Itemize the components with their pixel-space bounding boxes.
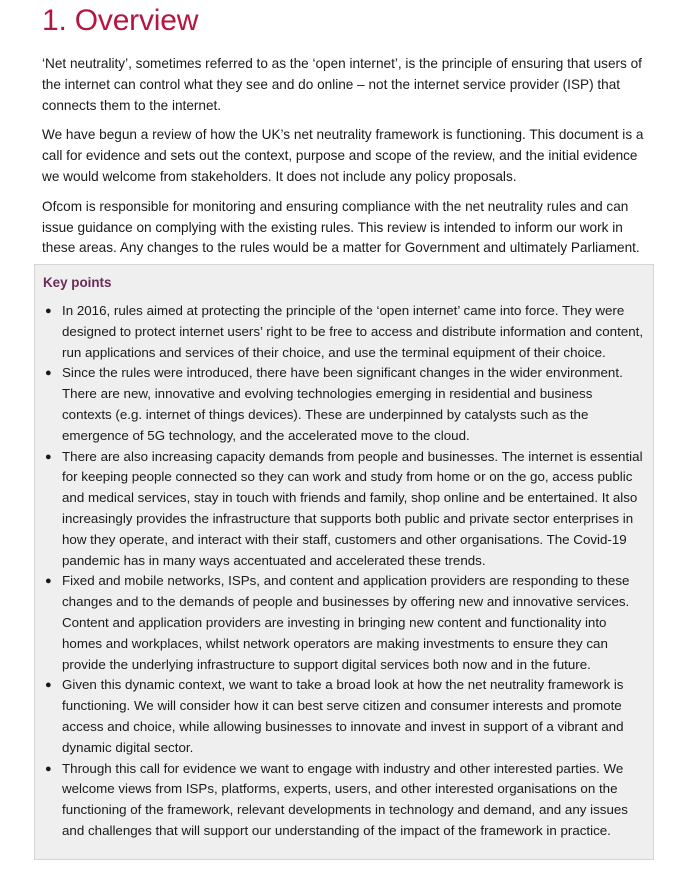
key-point-item [43,363,645,446]
key-point-text: There are also increasing capacity demands from people and businesses. The internet is essential for keeping people connected so they can work and study from home or on the go, access public and medical services, stay in touch with friends and family, shop online and be entertained. It also increasingly provides the infrastructure that supports both public and private sector enterprises in how they operate, and interact with their staff, customers and other organisations. The Covid-19 pandemic has in many ways accentuated and accelerated these trends. [62,448,643,568]
key-points-box [34,264,654,860]
key-point-item [43,571,645,675]
key-point-item [43,675,645,758]
key-point-item [43,301,645,363]
key-point-text: Since the rules were introduced, there have been significant changes in the wider environment. There are new, innovative and evolving technologies emerging in residential and business contexts (e.g. internet of things devices). These are underpinned by catalysts such as the emergence of 5G technology, and the accelerated move to the cloud. [62,365,623,443]
key-point-text: Given this dynamic context, we want to take a broad look at how the net neutrality framework is functioning. We will consider how it can best serve citizen and consumer interests and promote access and choice, while allowing businesses to innovate and invest in support of a vibrant and dynamic digital sector. [62,677,624,755]
intro-paragraph: Ofcom is responsible for monitoring and ensuring compliance with the net neutrality rules and can issue guidance on complying with the existing rules. This review is intended to inform our work in these areas. Any changes to the rules would be a matter for Government and ultimately Parliament. [42,198,640,256]
key-point-text: In 2016, rules aimed at protecting the principle of the ‘open internet’ came into force. They were designed to protect internet users’ right to be free to access and distribute information and content, run applications and services of their choice, and use the terminal equipment of their choice. [62,303,644,360]
section-heading: 1. Overview [42,4,199,37]
bullet-icon: ● [45,762,52,775]
key-point-text: Through this call for evidence we want to engage with industry and other interested parties. We welcome views from ISPs, platforms, experts, users, and other interested organisations on the functioning of the framework, relevant developments in technology and demand, and any issues and challenges that will support our understanding of the impact of the framework in practice. [62,760,628,838]
bullet-icon: ● [45,367,52,380]
key-point-item [43,759,645,842]
bullet-icon: ● [45,575,52,588]
bullet-icon: ● [45,305,52,317]
intro-paragraph: ‘Net neutrality’, sometimes referred to as the ‘open internet’, is the principle of ensuring that users of the internet can control what they see and do online – not the internet service provider (ISP) that connects them to the internet. [42,56,642,113]
intro-section [42,54,652,268]
intro-paragraph: We have begun a review of how the UK’s net neutrality framework is functioning. This document is a call for evidence and sets out the context, purpose and scope of the review, and the initial evidence we would welcome from stakeholders. It does not include any policy proposals. [42,127,644,184]
bullet-icon: ● [45,450,52,463]
key-points-title: Key points [43,275,112,290]
key-point-item [43,447,645,572]
bullet-icon: ● [45,679,52,692]
key-points-list [43,301,645,842]
key-point-text: Fixed and mobile networks, ISPs, and content and application providers are responding to these changes and to the demands of people and businesses by offering new and innovative services. Content and application providers are investing in bringing new content and functionality into homes and workplaces, whilst network operators are making investments to ensure they can provide the underlying infrastructure to support digital services both now and in the future. [62,573,630,672]
